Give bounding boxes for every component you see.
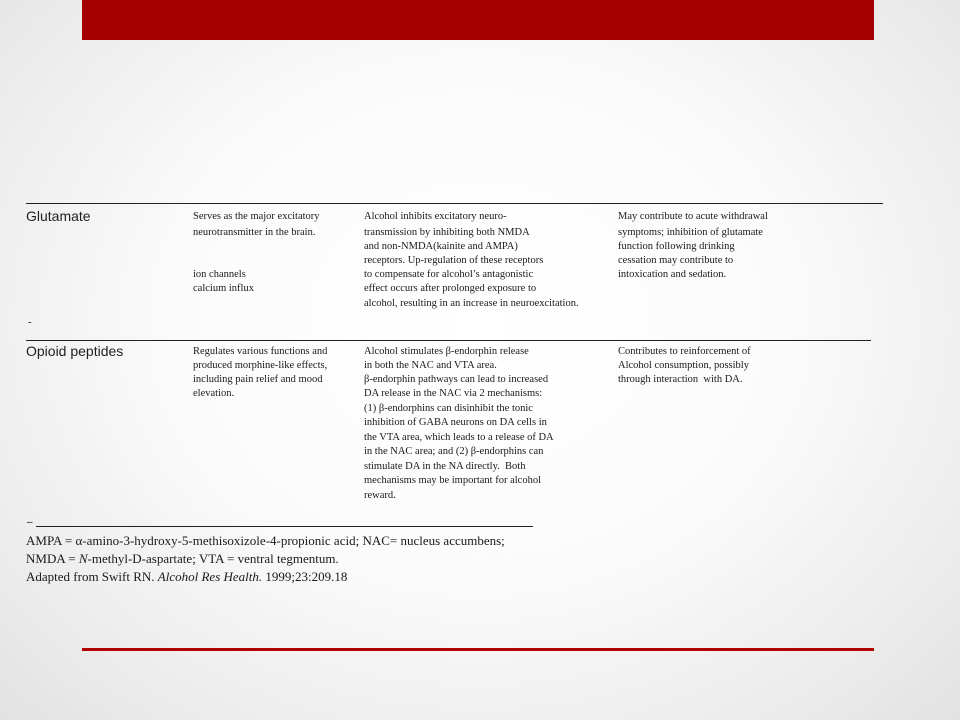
role-line: ion channels [193, 269, 246, 280]
role-line: produced morphine-like effects, [193, 360, 328, 371]
effect-line: Alcohol stimulates β-endorphin release [364, 346, 529, 357]
role-line: calcium influx [193, 283, 254, 294]
role-line: including pain relief and mood [193, 374, 323, 385]
effect-line: effect occurs after prolonged exposure to [364, 283, 537, 294]
citation-post: 1999;23:209.18 [262, 569, 348, 584]
footnote-dash: _ [27, 512, 33, 524]
bottom-accent-line [82, 648, 874, 651]
consequence-line: cessation may contribute to [618, 255, 734, 266]
effect-line: Alcohol inhibits excitatory neuro- [364, 211, 507, 222]
effect-line: (1) β-endorphins can disinhibit the tonic [364, 403, 533, 414]
effect-line: to compensate for alcohol’s antagonistic [364, 269, 534, 280]
consequence-line: function following drinking [618, 241, 735, 252]
consequence-line: intoxication and sedation. [618, 269, 727, 280]
effect-line: mechanisms may be important for alcohol [364, 475, 541, 486]
effect-line: in both the NAC and VTA area. [364, 360, 497, 371]
effect-line: inhibition of GABA neurons on DA cells in [364, 417, 547, 428]
row-name-glutamate: Glutamate [26, 208, 91, 224]
effect-line: the VTA area, which leads to a release of DA [364, 432, 554, 443]
effect-line: reward. [364, 490, 396, 501]
consequence-line: Contributes to reinforcement of [618, 346, 751, 357]
role-line: elevation. [193, 388, 235, 399]
effect-line: DA release in the NAC via 2 mechanisms: [364, 388, 543, 399]
footnote-abbreviations: AMPA = α-amino-3-hydroxy-5-methisoxizole-4-propionic acid; NAC= nucleus accumbens; [26, 533, 505, 548]
role-line: Regulates various functions and [193, 346, 328, 357]
footnote-nmda-pre: NMDA = [26, 551, 79, 566]
consequence-line: through interaction with DA. [618, 374, 743, 385]
top-accent-bar [82, 0, 874, 40]
table-top-rule [26, 203, 883, 204]
footnote-nmda [26, 550, 339, 568]
effect-line: transmission by inhibiting both NMDA [364, 227, 530, 238]
effect-line: and non-NMDA(kainite and AMPA) [364, 241, 518, 252]
row-divider-rule [26, 340, 871, 341]
effect-line: receptors. Up-regulation of these receptors [364, 255, 544, 266]
role-line: neurotransmitter in the brain. [193, 227, 316, 238]
footnote-rule [36, 526, 533, 527]
effect-line: stimulate DA in the NA directly. Both [364, 461, 526, 472]
citation-pre: Adapted from Swift RN. [26, 569, 158, 584]
row-dash: - [28, 316, 32, 328]
effect-line: in the NAC area; and (2) β-endorphins can [364, 446, 544, 457]
footnote-nmda-post: -methyl-D-aspartate; VTA = ventral tegmentum. [87, 551, 339, 566]
footnote-citation [26, 568, 347, 586]
role-line: Serves as the major excitatory [193, 211, 320, 222]
effect-line: alcohol, resulting in an increase in neuroexcitation. [364, 298, 579, 309]
consequence-line: May contribute to acute withdrawal [618, 211, 768, 222]
consequence-line: symptoms; inhibition of glutamate [618, 227, 763, 238]
consequence-line: Alcohol consumption, possibly [618, 360, 749, 371]
effect-line: β-endorphin pathways can lead to increased [364, 374, 549, 385]
citation-journal: Alcohol Res Health. [157, 569, 263, 584]
footnote-nmda-italic: N [78, 551, 88, 566]
row-name-opioid-peptides: Opioid peptides [26, 343, 124, 359]
